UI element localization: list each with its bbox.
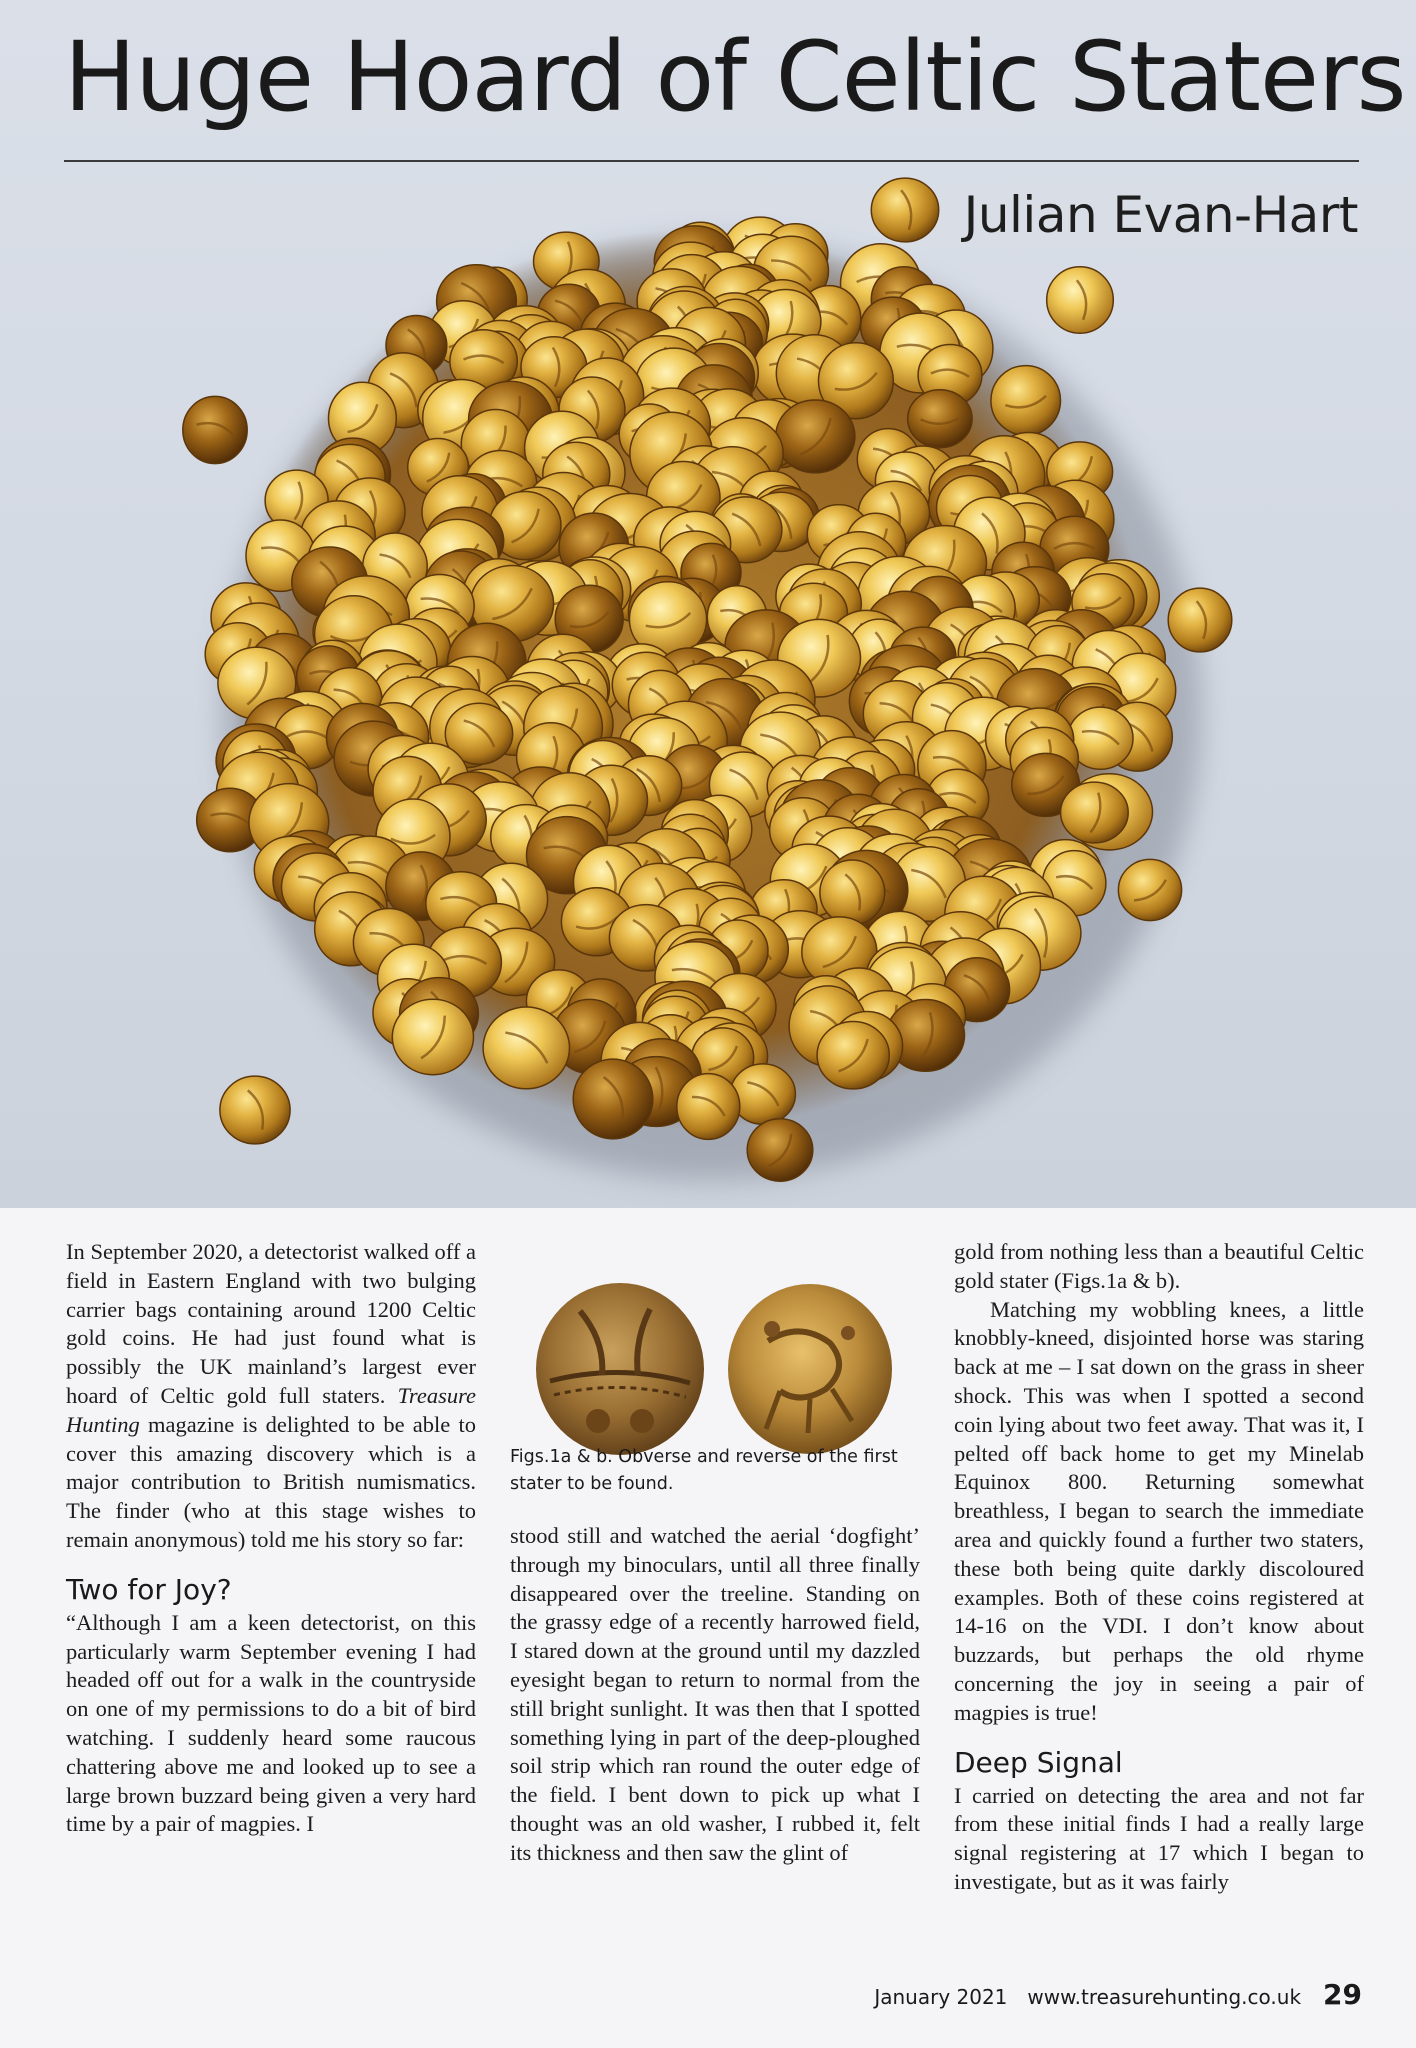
gold-coin <box>220 1076 290 1144</box>
intro-text-a: In September 2020, a detectorist walked off a field in Eastern England with two bulging carrier bags containing around 1200 Celtic gold coins. He had just found what is possibly the UK mainland’s largest ever hoard of Celtic gold full staters. <box>66 1239 476 1408</box>
figure-caption: Figs.1a & b. Obverse and reverse of the first stater to be found. <box>510 1447 898 1494</box>
gold-coin <box>392 999 473 1074</box>
gold-coin <box>908 390 972 448</box>
gold-coins <box>183 178 1232 1181</box>
gold-coin <box>991 366 1061 436</box>
paragraph-quote-start: “Although I am a keen detectorist, on this particularly warm September evening I had headed off out for a walk in the countryside on one of my permissions to do a bit of bird watching. I suddenly heard some raucous chattering above me and looked up to see a large brown buzzard being given a very hard time by a pair of magpies. I <box>66 1609 476 1837</box>
column-1 <box>66 1238 476 1839</box>
subheading-deep-signal: Deep Signal <box>954 1745 1123 1779</box>
gold-coin <box>183 396 247 463</box>
gold-coin <box>871 178 938 242</box>
gold-coin <box>776 400 855 473</box>
page-footer <box>874 1978 1362 2011</box>
gold-coin <box>1061 782 1129 843</box>
obverse-coin <box>536 1283 704 1455</box>
paragraph-stater-found: gold from nothing less than a beautiful Celtic gold stater (Figs.1a & b). <box>954 1239 1364 1293</box>
paragraph-intro <box>66 1238 476 1555</box>
column-2 <box>510 1522 920 1868</box>
gold-coin <box>573 1059 653 1139</box>
paragraph-dogfight: stood still and watched the aerial ‘dogfight’ through my binoculars, until all three finally disappeared over the treeline. Standing on the grassy edge of a recently harrowed field, I stared down at the ground until my dazzled eyesight began to return to normal from the still bright sunlight. It was then that I spotted something lying in part of the deep-ploughed soil strip which ran round the outer edge of the field. I bent down to pick up what I thought was an old washer, I rubbed it, felt its thickness and then saw the glint of <box>510 1523 920 1865</box>
gold-coin <box>820 860 885 925</box>
article-author: Julian Evan-Hart <box>963 186 1358 244</box>
subheading-two-for-joy: Two for Joy? <box>66 1572 232 1606</box>
gold-coin <box>747 1119 813 1181</box>
intro-text-b: magazine is delighted to be able to cover this amazing discovery which is a major contribution to British numismatics. The finder (who at this stage wishes to remain anonymous) told me his story so far: <box>66 1411 476 1552</box>
paragraph-knees: Matching my wobbling knees, a little knobbly-kneed, disjointed horse was staring back at me – I sat down on the grass in sheer shock. This was when I spotted a second coin lying about two feet away. That was it, I pelted off back home to get my Minelab Equinox 800. Returning somewhat breathless, I began to search the immediate area and quickly found a further two staters, these both being quite darkly discoloured examples. Both of these coins registered at 14-16 on the VDI. I don’t know about buzzards, but perhaps the old rhyme concerning the joy in seeing a pair of magpies is true! <box>954 1296 1364 1725</box>
gold-coin <box>817 1021 889 1088</box>
reverse-coin <box>728 1284 892 1454</box>
gold-coin <box>677 1074 740 1140</box>
column-3 <box>954 1238 1364 1897</box>
gold-coin <box>483 1007 569 1089</box>
article-title: Huge Hoard of Celtic Staters <box>64 21 1406 133</box>
issue-date: January 2021 <box>874 1985 1008 2009</box>
gold-coin <box>1047 267 1114 333</box>
magazine-name: Treasure Hunting <box>66 1382 476 1437</box>
gold-coin <box>730 1064 795 1124</box>
gold-coin <box>1168 588 1232 652</box>
website-link[interactable]: www.treasurehunting.co.uk <box>1027 1985 1302 2009</box>
gold-coin <box>1118 859 1181 920</box>
title-rule <box>64 160 1359 162</box>
page-number: 29 <box>1323 1978 1362 2011</box>
paragraph-deep-signal: I carried on detecting the area and not far from these initial finds I had a really large signal registering at 17 which I began to investigate, but as it was fairly <box>954 1782 1364 1894</box>
